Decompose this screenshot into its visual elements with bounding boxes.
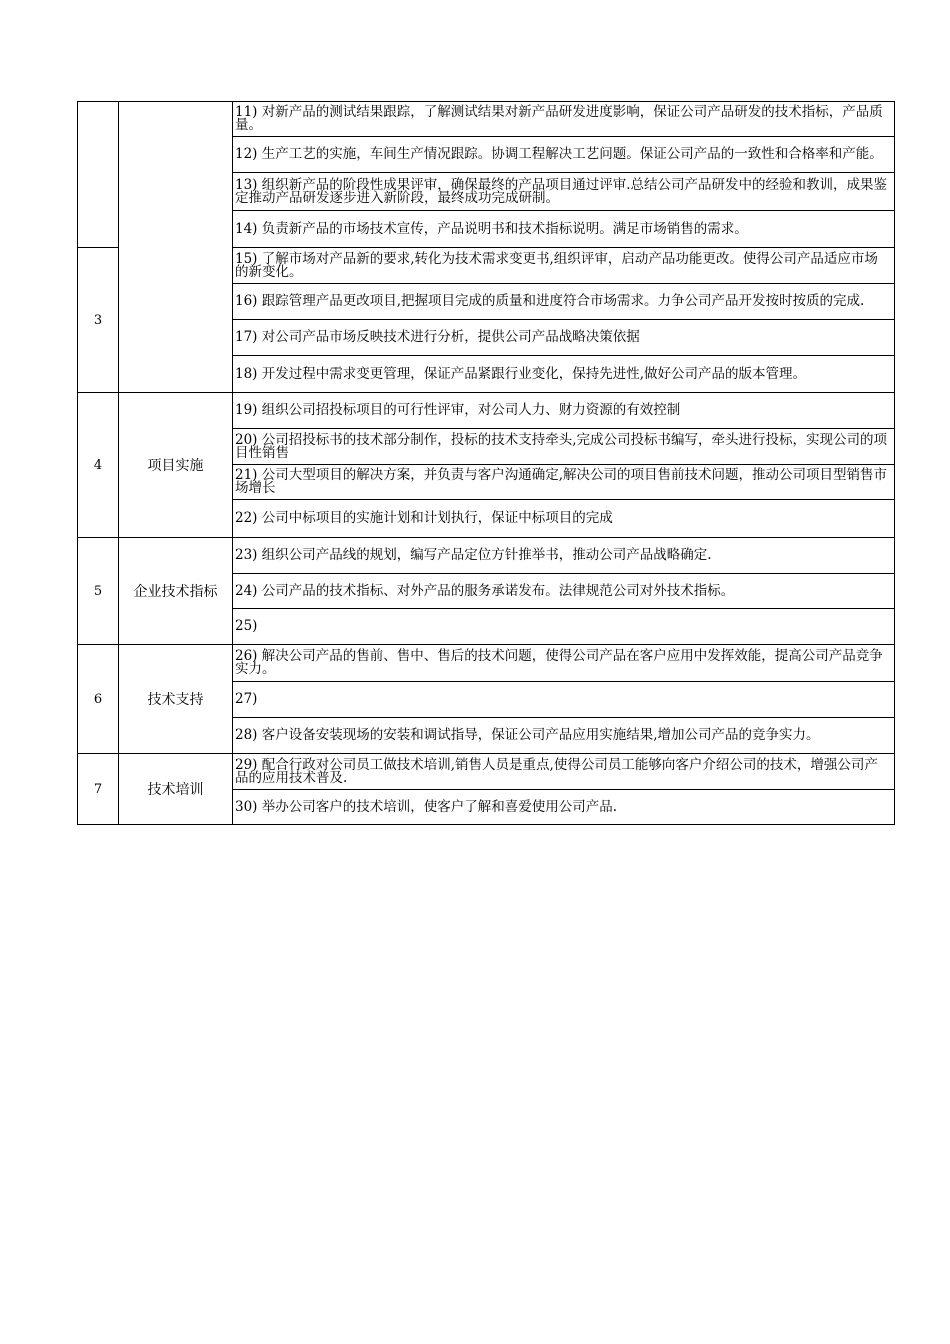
table-row: 30) 举办公司客户的技术培训，使客户了解和喜爱使用公司产品. — [233, 790, 895, 825]
table-row: 21) 公司大型项目的解决方案，并负责与客户沟通确定,解决公司的项目售前技术问题，推动公司项目型销售市场增长 — [233, 465, 895, 500]
responsibility-table — [77, 101, 895, 825]
group-number-cell — [78, 102, 119, 248]
table-row: 17) 对公司产品市场反映技术进行分析，提供公司产品战略决策依据 — [233, 320, 895, 356]
table-row: 16) 跟踪管理产品更改项目,把握项目完成的质量和进度符合市场需求。力争公司产品开发按时按质的完成. — [233, 284, 895, 320]
group-number-cell: 5 — [78, 538, 119, 645]
table-row: 26) 解决公司产品的售前、售中、售后的技术问题，使得公司产品在客户应用中发挥效能，提高公司产品竞争实力。 — [233, 645, 895, 682]
group-number-cell: 7 — [78, 754, 119, 825]
table-row: 13) 组织新产品的阶段性成果评审，确保最终的产品项目通过评审.总结公司产品研发中的经验和教训，成果鉴定推动产品研发逐步进入新阶段，最终成功完成研制。 — [233, 173, 895, 211]
table-row: 27) — [233, 682, 895, 718]
group-category-cell — [119, 102, 233, 393]
table-row: 19) 组织公司招投标项目的可行性评审，对公司人力、财力资源的有效控制 — [233, 393, 895, 429]
group-number-cell: 3 — [78, 248, 119, 393]
table-row: 23) 组织公司产品线的规划，编写产品定位方针推举书，推动公司产品战略确定. — [233, 538, 895, 574]
responsibility-table-container — [77, 101, 895, 825]
group-category-cell: 技术培训 — [119, 754, 233, 825]
group-category-cell: 项目实施 — [119, 393, 233, 538]
table-row: 22) 公司中标项目的实施计划和计划执行，保证中标项目的完成 — [233, 500, 895, 538]
table-row: 11) 对新产品的测试结果跟踪，了解测试结果对新产品研发进度影响，保证公司产品研发的技术指标，产品质量。 — [233, 102, 895, 137]
table-row: 18) 开发过程中需求变更管理，保证产品紧跟行业变化，保持先进性,做好公司产品的版本管理。 — [233, 356, 895, 393]
table-row: 29) 配合行政对公司员工做技术培训,销售人员是重点,使得公司员工能够向客户介绍公司的技术，增强公司产品的应用技术普及. — [233, 754, 895, 790]
group-number-cell: 6 — [78, 645, 119, 754]
group-category-cell: 企业技术指标 — [119, 538, 233, 645]
table-row: 24) 公司产品的技术指标、对外产品的服务承诺发布。法律规范公司对外技术指标。 — [233, 574, 895, 609]
table-row: 28) 客户设备安装现场的安装和调试指导，保证公司产品应用实施结果,增加公司产品的竞争实力。 — [233, 718, 895, 754]
group-number-cell: 4 — [78, 393, 119, 538]
group-category-cell: 技术支持 — [119, 645, 233, 754]
table-row: 25) — [233, 609, 895, 645]
table-row: 15) 了解市场对产品新的要求,转化为技术需求变更书,组织评审，启动产品功能更改。使得公司产品适应市场的新变化。 — [233, 248, 895, 284]
table-row: 14) 负责新产品的市场技术宣传，产品说明书和技术指标说明。满足市场销售的需求。 — [233, 211, 895, 248]
table-row: 12) 生产工艺的实施，车间生产情况跟踪。协调工程解决工艺问题。保证公司产品的一致性和合格率和产能。 — [233, 137, 895, 173]
table-row: 20) 公司招投标书的技术部分制作，投标的技术支持牵头,完成公司投标书编写，牵头进行投标，实现公司的项目性销售 — [233, 429, 895, 465]
